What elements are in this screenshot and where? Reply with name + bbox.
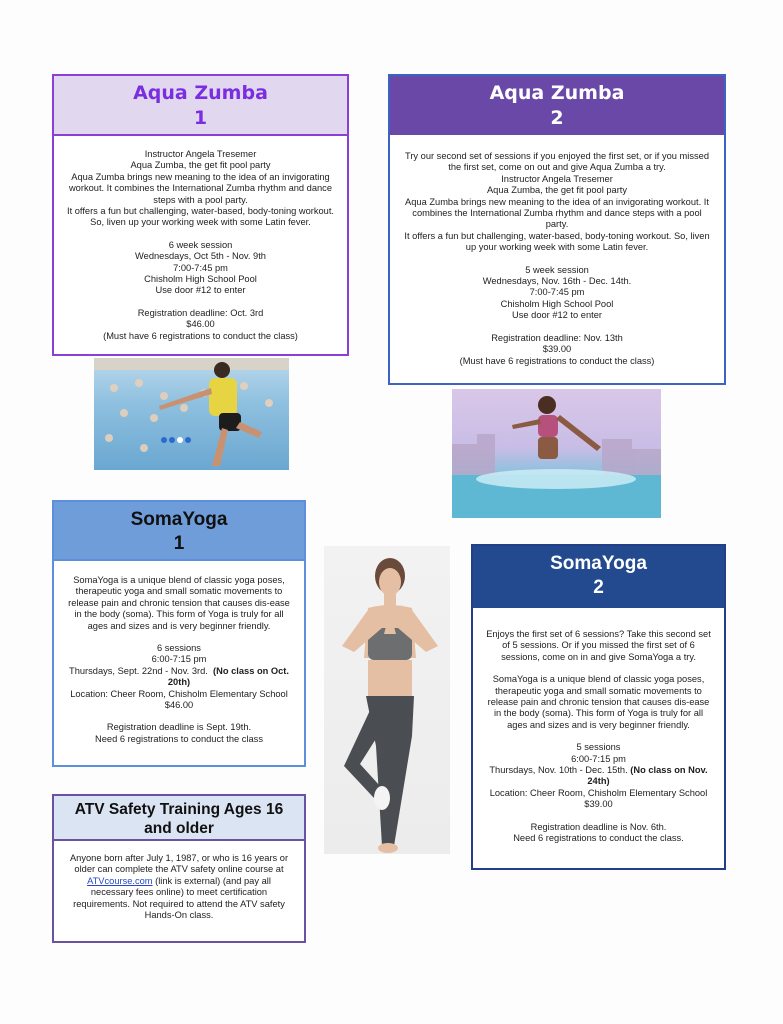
body-line: ages and sizes and is very beginner friendly.: [507, 719, 690, 730]
no-class-note: (No class on Oct.: [213, 665, 289, 676]
body-line: therapeutic yoga and small somatic movements to: [495, 685, 702, 696]
registration-line: Registration deadline is Nov. 6th.: [530, 821, 667, 832]
body-line: Hands-On class.: [144, 910, 214, 921]
atv-safety-card: [52, 794, 306, 943]
session-time: 6:00-7:15 pm: [571, 753, 626, 764]
registration-note: Need 6 registrations to conduct the class.: [513, 833, 684, 844]
session-line: 6 week session: [168, 239, 233, 250]
registration-note: Need 6 registrations to conduct the class: [95, 733, 263, 744]
session-line: Use door #12 to enter: [155, 285, 246, 296]
body-line: ages and sizes and is very beginner friendly.: [87, 620, 271, 631]
card-title: Aqua Zumba: [133, 82, 268, 104]
body-line: therapeutic yoga and small somatic movements to: [75, 586, 283, 597]
body-line: up your working week with some Latin fever.: [465, 242, 649, 253]
soma-yoga-2-header: [473, 546, 724, 608]
session-time: 6:00-7:15 pm: [151, 654, 207, 665]
soma-yoga-1-card: [52, 500, 306, 767]
dates-text: Thursdays, Sept. 22nd - Nov. 3rd.: [69, 665, 208, 676]
price: $46.00: [164, 700, 194, 711]
body-line: requirements. Not required to attend the ATV safety: [73, 898, 285, 909]
registration-note: (Must have 6 registrations to conduct the class): [459, 355, 655, 366]
no-class-note: (No class on Nov.: [630, 765, 708, 776]
intro-line: Enjoys the first set of 6 sessions? Take this second set: [486, 629, 711, 639]
card-title-cont: and older: [144, 820, 214, 837]
price: $39.00: [584, 799, 613, 810]
body-line: It offers a fun but challenging, water-based, body-toning workout. So, liven: [404, 230, 710, 241]
yoga-figure-illustration: [324, 546, 450, 854]
soma-yoga-2-card: [471, 544, 726, 870]
session-dates: [60, 666, 298, 677]
aqua-zumba-1-header: [54, 76, 347, 136]
registration-line: Registration deadline: Oct. 3rd: [137, 307, 264, 318]
price: $46.00: [186, 319, 215, 330]
no-class-note-cont: 20th): [167, 677, 191, 688]
session-line: Chisholm High School Pool: [144, 274, 257, 285]
body-line: Aqua Zumba brings new meaning to the idea of an invigorating workout. It: [405, 196, 709, 207]
card-title: Aqua Zumba: [489, 82, 625, 104]
card-title: SomaYoga: [130, 509, 228, 530]
session-line: 7:00-7:45 pm: [173, 262, 228, 273]
body-line: Try our second set of sessions if you enjoyed the first set, or if you missed: [404, 151, 709, 161]
location: Location: Cheer Room, Chisholm Elementary School: [489, 787, 708, 798]
session-line: Wednesdays, Nov. 16th - Dec. 14th.: [482, 276, 632, 287]
body-line: workout. It combines the International Zumba rhythm and dance: [68, 183, 333, 194]
body-line: party.: [545, 219, 569, 230]
body-line: Aqua Zumba, the get fit pool party: [130, 160, 271, 171]
card-number: 2: [593, 577, 604, 598]
pool-class-illustration: [94, 358, 289, 470]
sessions-count: 5 sessions: [576, 742, 621, 753]
card-number: 1: [173, 533, 185, 554]
no-class-note-cont: 24th): [587, 776, 610, 787]
registration-note: (Must have 6 registrations to conduct the class): [103, 330, 298, 341]
body-line: necessary fees online) to meet certification: [90, 887, 268, 898]
session-line: 7:00-7:45 pm: [529, 287, 585, 298]
body-line: steps with a pool party.: [153, 194, 248, 205]
soma-yoga-1-body: [54, 561, 304, 745]
aqua-zumba-class-photo: [94, 358, 289, 470]
body-line: release pain and chronic tension that causes dis-ease: [487, 697, 710, 708]
body-line: combines the International Zumba rhythm and dance steps with a pool: [412, 208, 702, 219]
body-line: SomaYoga is a unique blend of classic yoga poses,: [492, 674, 705, 685]
splash-illustration: [452, 389, 661, 518]
session-line: 5 week session: [525, 264, 589, 275]
yoga-pose-photo: [324, 546, 450, 854]
body-line: So, liven up your working week with some Latin fever.: [90, 217, 311, 228]
soma-yoga-1-header: [54, 502, 304, 561]
soma-yoga-2-body: [473, 608, 724, 845]
registration-line: Registration deadline is Sept. 19th.: [106, 722, 252, 733]
body-line: in the body (soma). This form of Yoga is truly for all: [493, 708, 704, 719]
body-line: the first set, come on out and give Aqua Zumba a try.: [448, 162, 666, 173]
session-line: Use door #12 to enter: [512, 310, 602, 321]
aqua-zumba-2-header: [390, 76, 724, 135]
aqua-zumba-2-card: [388, 74, 726, 385]
aqua-zumba-1-card: [52, 74, 349, 356]
body-line: Anyone born after July 1, 1987, or who is 16 years or: [69, 853, 289, 863]
location: Location: Cheer Room, Chisholm Elementary School: [70, 688, 288, 699]
body-line: Aqua Zumba brings new meaning to the idea of an invigorating: [71, 171, 330, 182]
body-line: Aqua Zumba, the get fit pool party: [486, 185, 628, 196]
body-line: release pain and chronic tension that causes dis-ease: [68, 597, 290, 608]
body-line: Instructor Angela Tresemer: [501, 173, 613, 184]
session-line: Chisholm High School Pool: [500, 298, 614, 309]
session-line: Wednesdays, Oct 5th - Nov. 9th: [135, 251, 266, 262]
registration-line: Registration deadline: Nov. 13th: [491, 332, 623, 343]
body-line: Instructor Angela Tresemer: [144, 149, 257, 159]
aqua-zumba-splash-photo: [452, 389, 661, 518]
body-line: SomaYoga is a unique blend of classic yoga poses,: [73, 575, 285, 585]
session-dates: [479, 765, 718, 776]
body-line: older can complete the ATV safety online course at: [74, 864, 284, 875]
atv-safety-body: [54, 841, 304, 921]
aqua-zumba-1-body: [54, 136, 347, 342]
card-title: SomaYoga: [550, 553, 647, 574]
card-number: 2: [550, 107, 564, 129]
body-line: [60, 876, 298, 887]
body-line: It offers a fun but challenging, water-based, body-toning workout.: [66, 206, 335, 217]
link-note: (link is external) (and pay all: [152, 875, 271, 886]
dates-text: Thursdays, Nov. 10th - Dec. 15th.: [489, 765, 628, 776]
atv-course-link[interactable]: ATVcourse.com: [87, 875, 153, 886]
aqua-zumba-2-body: [390, 135, 724, 367]
sessions-count: 6 sessions: [157, 643, 201, 654]
intro-line: of 5 sessions. Or if you missed the first set of 6: [502, 640, 695, 651]
body-line: in the body (soma). This form of Yoga is truly for all: [74, 609, 284, 620]
intro-line: sessions, come on in and give SomaYoga a try.: [501, 651, 696, 662]
price: $39.00: [542, 344, 572, 355]
atv-safety-header: [54, 796, 304, 841]
card-title: ATV Safety Training Ages 16: [74, 801, 284, 818]
card-number: 1: [193, 107, 208, 129]
